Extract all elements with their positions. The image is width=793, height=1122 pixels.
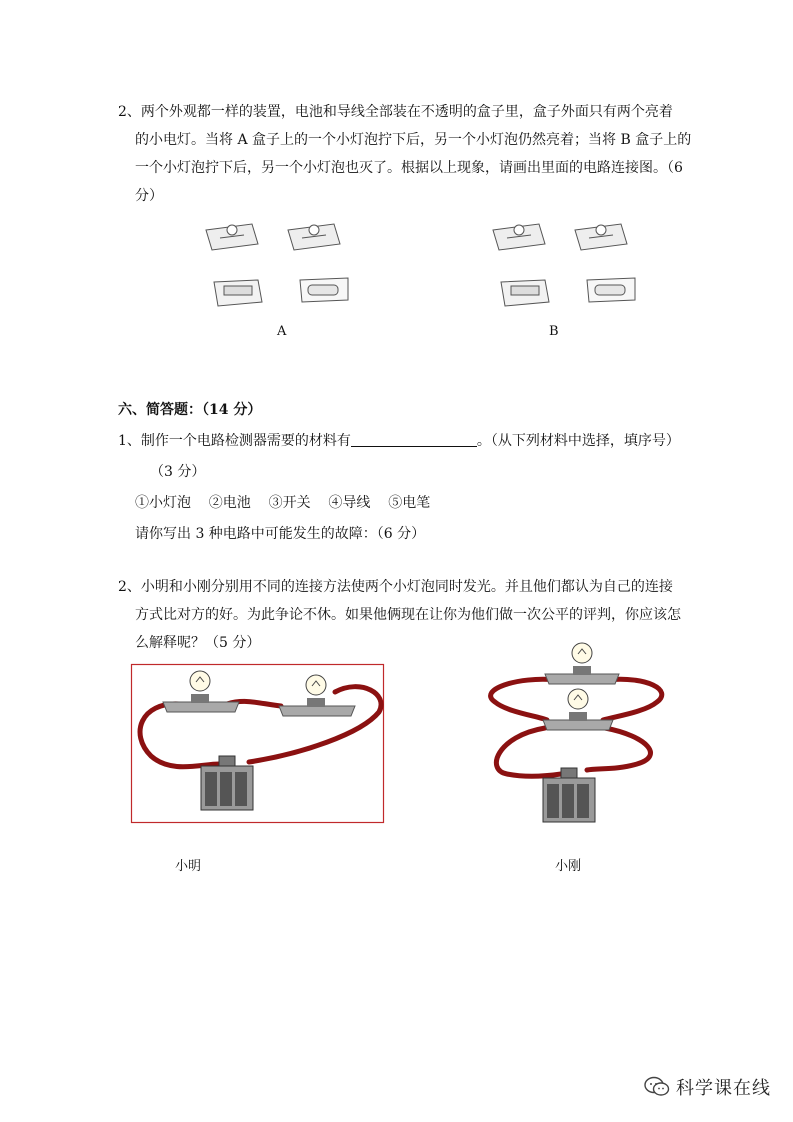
answer-blank[interactable] — [351, 430, 477, 447]
wire — [603, 679, 662, 720]
battery-holder-icon — [501, 280, 549, 306]
wire — [249, 687, 381, 762]
battery-holder-icon — [300, 278, 348, 302]
bulb-icon — [279, 675, 355, 716]
box-b-figure — [487, 210, 657, 315]
watermark-text: 科学课在线 — [676, 1078, 771, 1099]
xiaoming-circuit — [131, 664, 385, 824]
label-a: A — [277, 324, 287, 339]
label-xiaogang: 小刚 — [555, 859, 582, 874]
section-heading: 六、简答题：（14 分） — [118, 402, 262, 418]
q1-text-before: 1、制作一个电路检测器需要的材料有 — [118, 433, 351, 449]
q2-line-1: 2、两个外观都一样的装置，电池和导线全部装在不透明的盒子里，盒子外面只有两个亮着 — [118, 104, 673, 120]
wechat-icon — [644, 1076, 670, 1098]
q1-line — [118, 427, 680, 455]
bulb-icon — [163, 671, 239, 712]
q2-line-3: 一个小灯泡拧下后，另一个小灯泡也灭了。根据以上现象，请画出里面的电路连接图。（6 — [135, 160, 683, 176]
wire — [587, 728, 650, 770]
material-options: ①小灯泡 ②电池 ③开关 ④导线 ⑤电笔 — [135, 495, 431, 511]
q1-score: （3 分） — [150, 464, 206, 480]
faults-question: 请你写出 3 种电路中可能发生的故障：（6 分） — [135, 526, 426, 542]
bulb-icon — [545, 643, 619, 684]
bulb-board-icon — [493, 224, 545, 250]
q2-line-4: 分） — [135, 188, 163, 204]
label-xiaoming: 小明 — [175, 859, 202, 874]
bulb-icon — [543, 689, 613, 730]
watermark — [644, 1074, 771, 1100]
wire — [496, 728, 561, 776]
wire — [140, 704, 219, 767]
q1-text-after: 。（从下列材料中选择，填序号） — [476, 433, 680, 449]
bulb-board-icon — [288, 224, 340, 250]
q2b-line-1: 2、小明和小刚分别用不同的连接方法使两个小灯泡同时发光。并且他们都认为自己的连接 — [118, 579, 673, 595]
battery-holder-icon — [214, 280, 262, 306]
bulb-board-icon — [206, 224, 258, 250]
bulb-board-icon — [575, 224, 627, 250]
wire — [491, 679, 557, 720]
q2-line-2: 的小电灯。当将 A 盒子上的一个小灯泡拧下后，另一个小灯泡仍然亮着；当将 B 盒子上的 — [135, 132, 692, 148]
box-a-figure — [200, 210, 370, 315]
q2b-line-3: 么解释呢？（5 分） — [135, 635, 261, 651]
battery-holder-icon — [587, 278, 635, 302]
xiaogang-circuit — [487, 636, 667, 826]
label-b: B — [549, 324, 559, 339]
q2b-line-2: 方式比对方的好。为此争论不休。如果他俩现在让你为他们做一次公平的评判，你应该怎 — [135, 607, 681, 623]
